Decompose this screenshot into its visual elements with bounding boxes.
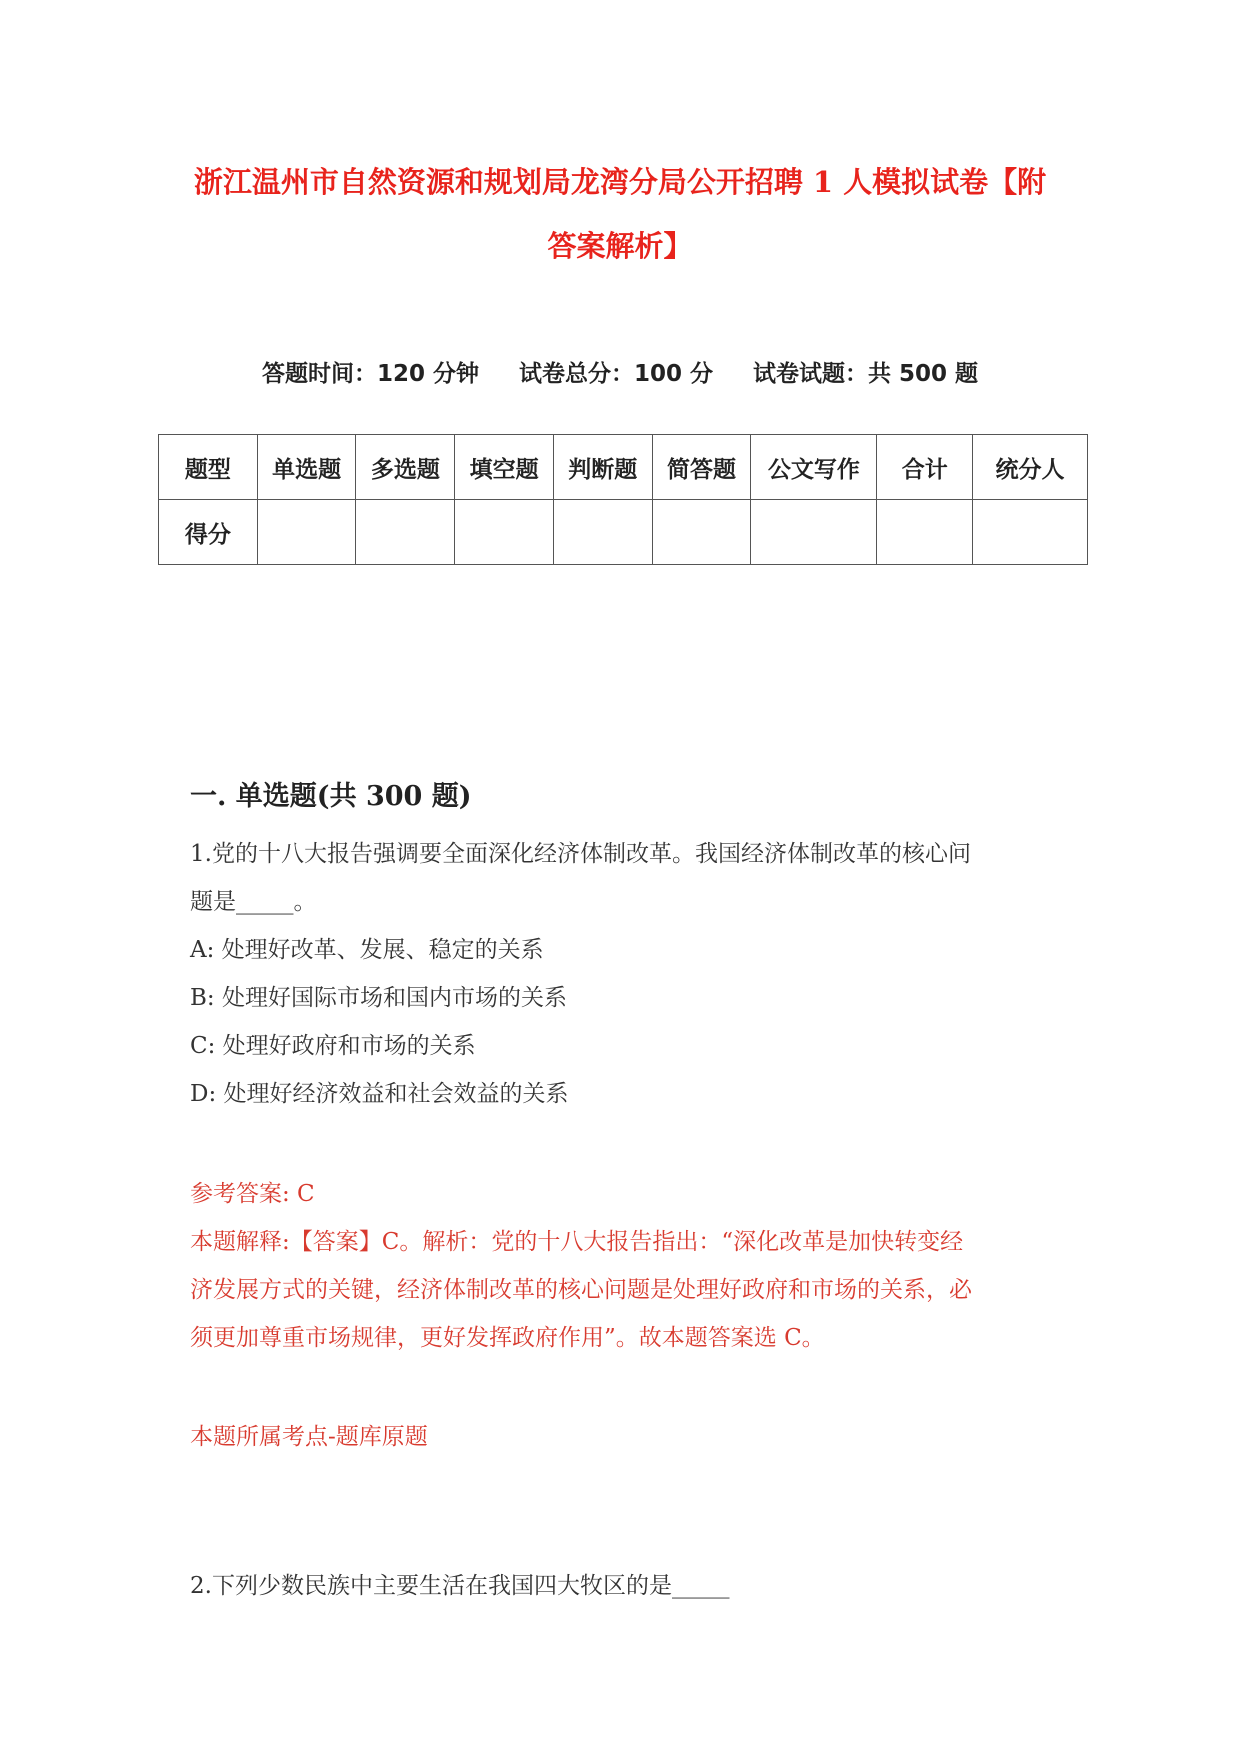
question-2-stem: 2.下列少数民族中主要生活在我国四大牧区的是_____ (190, 1573, 730, 1599)
exam-question-count: 试卷试题：共 500 题 (753, 361, 979, 387)
explanation-line-3: 须更加尊重市场规律，更好发挥政府作用”。故本题答案选 C。 (190, 1325, 825, 1351)
document-title (150, 150, 1090, 278)
score-cell (257, 500, 356, 565)
score-cell (652, 500, 751, 565)
title-line-2: 答案解析】 (547, 229, 693, 263)
row-label: 得分 (159, 500, 258, 565)
score-cell (553, 500, 652, 565)
exam-meta (0, 355, 1240, 388)
score-cell (877, 500, 973, 565)
option-b: B: 处理好国际市场和国内市场的关系 (190, 985, 567, 1011)
header-cell: 填空题 (455, 435, 554, 500)
explanation-line-2: 济发展方式的关键，经济体制改革的核心问题是处理好政府和市场的关系，必 (190, 1277, 972, 1303)
score-table-header-row (159, 435, 1088, 500)
question-1-stem-line-2: 题是_____。 (190, 889, 317, 915)
title-line-1: 浙江温州市自然资源和规划局龙湾分局公开招聘 1 人模拟试卷【附 (193, 165, 1047, 199)
question-1-answer-block (190, 1170, 1060, 1362)
score-cell (973, 500, 1088, 565)
score-table-score-row (159, 500, 1088, 565)
header-cell: 判断题 (553, 435, 652, 500)
reference-answer: 参考答案: C (190, 1181, 315, 1207)
header-cell: 多选题 (356, 435, 455, 500)
option-a: A: 处理好改革、发展、稳定的关系 (190, 937, 544, 963)
score-cell (751, 500, 877, 565)
section-heading: 一. 单选题(共 300 题) (190, 781, 472, 812)
exam-time: 答题时间：120 分钟 (261, 361, 479, 387)
knowledge-point: 本题所属考点-题库原题 (190, 1424, 428, 1450)
header-cell: 题型 (159, 435, 258, 500)
score-cell (356, 500, 455, 565)
header-cell: 简答题 (652, 435, 751, 500)
option-d: D: 处理好经济效益和社会效益的关系 (190, 1081, 569, 1107)
question-1-stem-line-1: 1.党的十八大报告强调要全面深化经济体制改革。我国经济体制改革的核心问 (190, 841, 971, 867)
question-1 (190, 830, 1060, 1118)
header-cell: 单选题 (257, 435, 356, 500)
option-c: C: 处理好政府和市场的关系 (190, 1033, 476, 1059)
header-cell: 公文写作 (751, 435, 877, 500)
score-table (158, 434, 1088, 565)
score-cell (455, 500, 554, 565)
header-cell: 合计 (877, 435, 973, 500)
explanation-line-1: 本题解释:【答案】C。解析：党的十八大报告指出：“深化改革是加快转变经 (190, 1229, 964, 1255)
header-cell: 统分人 (973, 435, 1088, 500)
exam-total-score: 试卷总分：100 分 (518, 361, 714, 387)
